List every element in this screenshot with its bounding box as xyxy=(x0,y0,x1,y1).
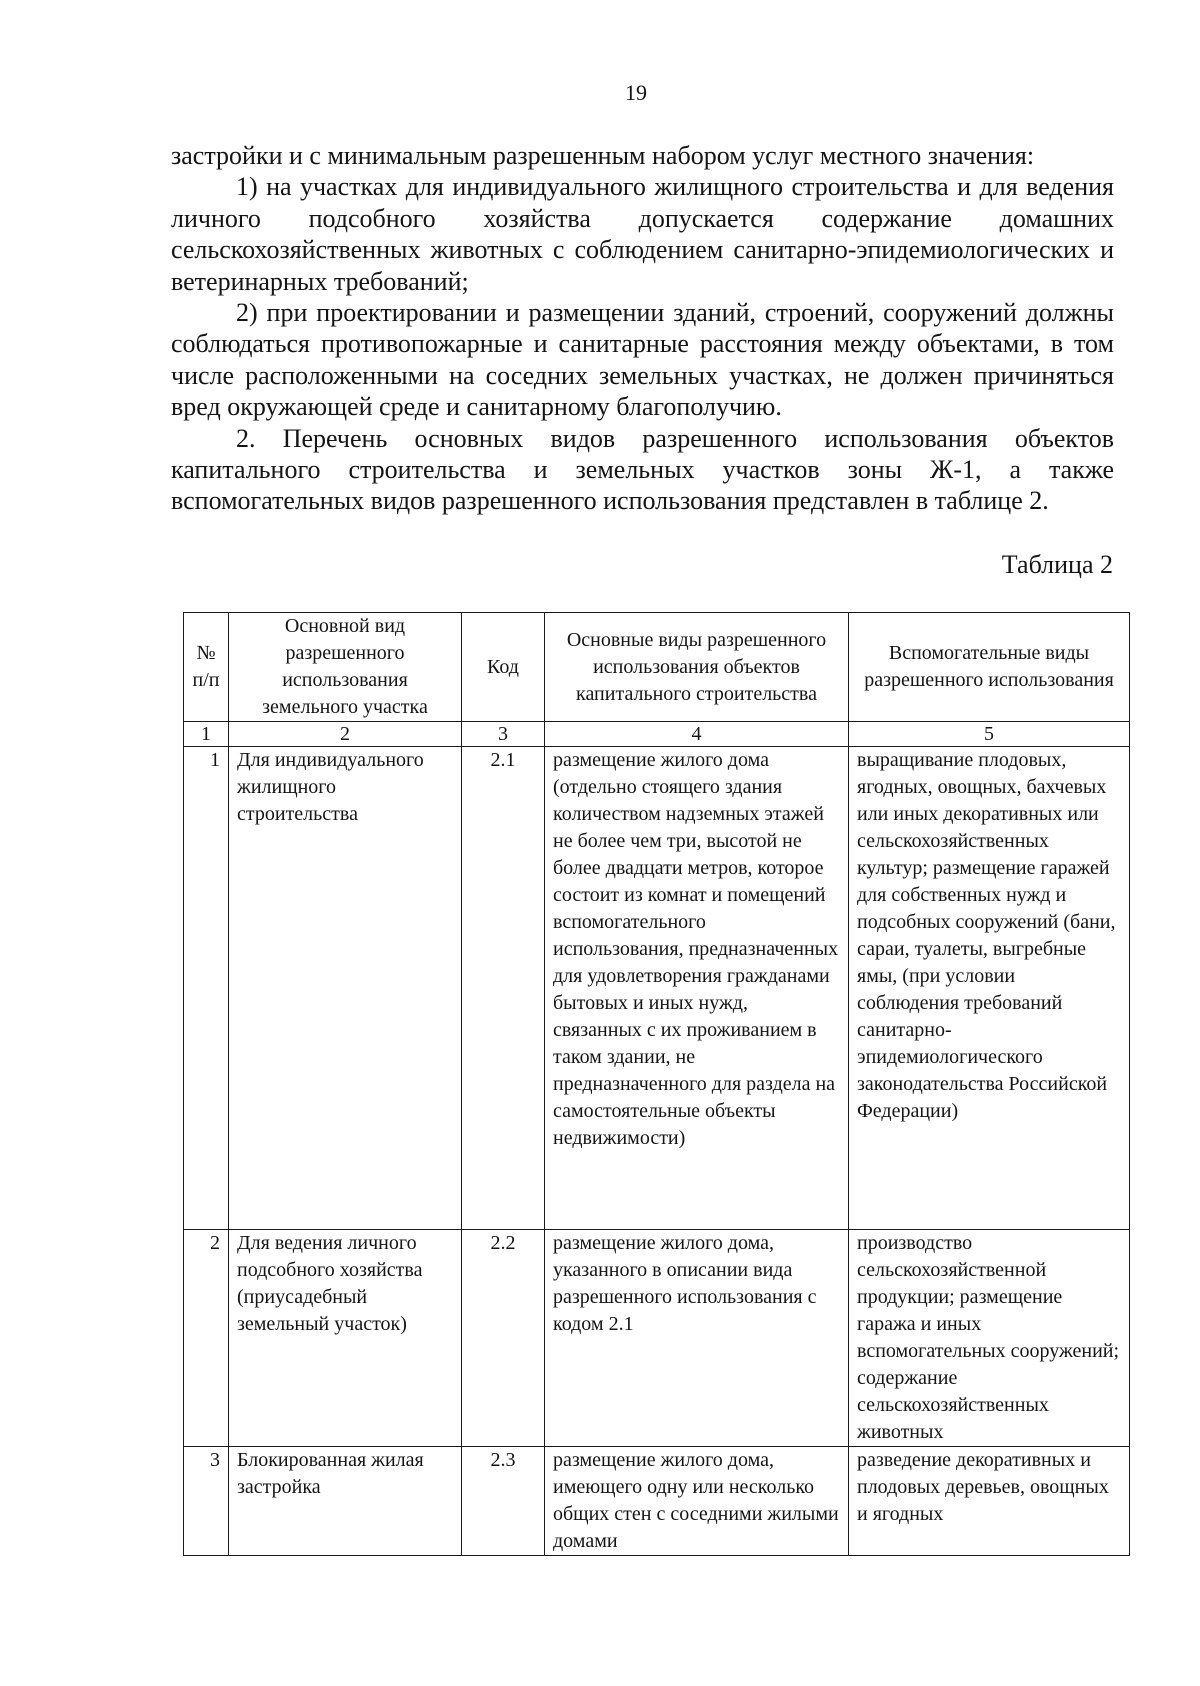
header-code: Код xyxy=(462,613,545,722)
header-main-building-use: Основные виды разрешенного использования объектов капитального строительства xyxy=(545,613,849,722)
row-main-use: размещение жилого дома, имеющего одну или несколько общих стен с соседними жилыми домами xyxy=(545,1447,849,1556)
row-main-use: размещение жилого дома, указанного в описании вида разрешенного использования с кодом 2.1 xyxy=(545,1230,849,1447)
table-row xyxy=(184,747,1130,1230)
paragraph-list-intro: 2. Перечень основных видов разрешенного использования объектов капитального строительства и земельных участков зоны Ж-1, а также вспомогательных видов разрешенного использования представлен в таблице 2. xyxy=(171,423,1114,516)
paragraph-item-2: 2) при проектировании и размещении зданий, строений, сооружений должны соблюдаться противопожарные и санитарные расстояния между объектами, в том числе расположенными на соседних земельных участках, не должен причиняться вред окружающей среде и санитарному благополучию. xyxy=(171,298,1114,422)
column-number: 4 xyxy=(545,722,849,747)
row-code: 2.1 xyxy=(462,747,545,1230)
row-code: 2.2 xyxy=(462,1230,545,1447)
column-number: 3 xyxy=(462,722,545,747)
table-header-row xyxy=(184,613,1130,722)
row-land-use-type: Для ведения личного подсобного хозяйства (приусадебный земельный участок) xyxy=(229,1230,462,1447)
table-caption: Таблица 2 xyxy=(1001,550,1113,579)
header-num: № п/п xyxy=(184,613,229,722)
body-text xyxy=(171,140,1114,517)
row-auxiliary-use: производство сельскохозяйственной продукции; размещение гаража и иных вспомогательных сооружений; содержание сельскохозяйственных животных xyxy=(849,1230,1130,1447)
permitted-use-table xyxy=(183,612,1130,1556)
table-row xyxy=(184,1230,1130,1447)
column-number: 5 xyxy=(849,722,1130,747)
header-main-land-use: Основной вид разрешенного использования земельного участка xyxy=(229,613,462,722)
column-number: 2 xyxy=(229,722,462,747)
paragraph-intro: застройки и с минимальным разрешенным набором услуг местного значения: xyxy=(171,141,1035,170)
row-number: 3 xyxy=(184,1447,229,1556)
row-auxiliary-use: разведение декоративных и плодовых деревьев, овощных и ягодных xyxy=(849,1447,1130,1556)
column-number: 1 xyxy=(184,722,229,747)
column-number-row xyxy=(184,722,1130,747)
row-auxiliary-use: выращивание плодовых, ягодных, овощных, бахчевых или иных декоративных или сельскохозяйственных культур; размещение гаражей для собственных нужд и подсобных сооружений (бани, сараи, туалеты, выгребные ямы, (при условии соблюдения требований санитарно-эпидемиологического законодательства Российской Федерации) xyxy=(849,747,1130,1230)
row-main-use: размещение жилого дома (отдельно стоящего здания количеством надземных этажей не более чем три, высотой не более двадцати метров, которое состоит из комнат и помещений вспомогательного использования, предназначенных для удовлетворения гражданами бытовых и иных нужд, связанных с их проживанием в таком здании, не предназначенного для раздела на самостоятельные объекты недвижимости) xyxy=(545,747,849,1230)
paragraph-item-1: 1) на участках для индивидуального жилищного строительства и для ведения личного подсобного хозяйства допускается содержание домашних сельскохозяйственных животных с соблюдением санитарно-эпидемиологических и ветеринарных требований; xyxy=(171,172,1114,296)
table-row xyxy=(184,1447,1130,1556)
row-number: 1 xyxy=(184,747,229,1230)
header-auxiliary-use: Вспомогательные виды разрешенного использования xyxy=(849,613,1130,722)
page-number: 19 xyxy=(625,80,647,105)
row-code: 2.3 xyxy=(462,1447,545,1556)
row-land-use-type: Для индивидуального жилищного строительства xyxy=(229,747,462,1230)
row-number: 2 xyxy=(184,1230,229,1447)
row-land-use-type: Блокированная жилая застройка xyxy=(229,1447,462,1556)
